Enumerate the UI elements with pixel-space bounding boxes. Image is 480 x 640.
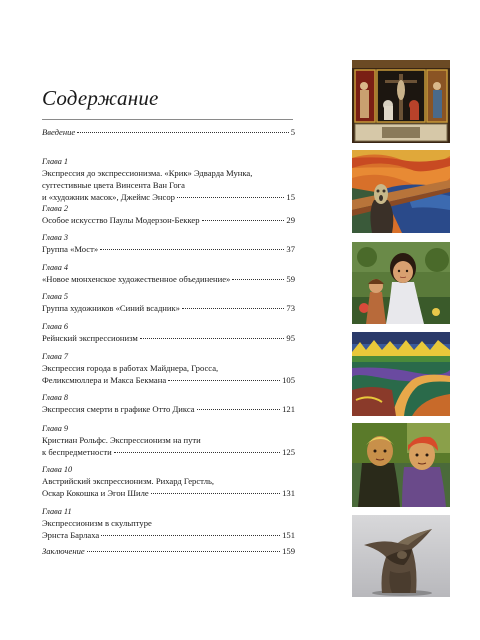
thumbnail-altarpiece: [352, 60, 450, 143]
chapter-label: Глава 7: [42, 352, 69, 361]
chapter-page: 131: [282, 488, 295, 499]
chapter-label: Глава 1: [42, 157, 69, 166]
chapter-title-line: Экспрессионизм в скульптуре: [42, 518, 152, 528]
chapter-title-line: Эрнста Барлаха: [42, 530, 100, 541]
chapter-title-line: Экспрессия до экспрессионизма. «Крик» Эдварда Мунка,: [42, 168, 253, 178]
chapter-title-line: Экспрессия смерти в графике Отто Дикса: [42, 404, 195, 414]
toc-intro-page: 5: [290, 127, 295, 137]
chapter-label: Глава 8: [42, 393, 69, 402]
toc-entry-chapter-10[interactable]: [42, 464, 295, 499]
toc-entry-intro[interactable]: [42, 126, 295, 138]
toc-entry-chapter-6[interactable]: [42, 321, 295, 344]
chapter-title-line: Оскар Кокошка и Эгон Шиле: [42, 488, 149, 499]
leader-dots: [168, 374, 280, 381]
chapter-title-line: Особое искусство Паулы Модерзон-Беккер: [42, 215, 200, 225]
chapter-title-line: суггестивные цвета Винсента Ван Гога: [42, 180, 185, 191]
chapter-label: Глава 11: [42, 507, 72, 516]
chapter-label: Глава 5: [42, 292, 69, 301]
chapter-title-line: Экспрессия города в работах Майднера, Гросса,: [42, 363, 219, 373]
chapter-title-line: Австрийский экспрессионизм. Рихард Герстль,: [42, 476, 215, 486]
chapter-title-line: «Новое мюнхенское художественное объединение»: [42, 274, 231, 284]
chapter-page: 15: [286, 192, 295, 203]
toc-entry-chapter-3[interactable]: [42, 232, 295, 255]
toc-conclusion-title: Заключение: [42, 546, 85, 556]
chapter-page: 95: [286, 333, 295, 343]
chapter-title-line: Кристиан Рольфс. Экспрессионизм на пути: [42, 435, 201, 445]
thumbnail-landscape: [352, 332, 450, 416]
leader-dots: [232, 273, 284, 280]
toc-conclusion-page: 159: [282, 546, 295, 556]
chapter-title-line: к беспредметности: [42, 447, 112, 458]
chapter-label: Глава 3: [42, 233, 69, 242]
toc-entry-chapter-7[interactable]: [42, 351, 295, 386]
chapter-page: 121: [282, 404, 295, 414]
leader-dots: [202, 214, 285, 221]
chapter-label: Глава 6: [42, 322, 69, 331]
leader-dots: [197, 403, 281, 410]
chapter-page: 105: [282, 375, 295, 386]
leader-dots: [151, 487, 280, 494]
chapter-label: Глава 4: [42, 263, 69, 272]
leader-dots: [140, 332, 285, 339]
chapter-title-line: Группа художников «Синий всадник»: [42, 303, 180, 313]
chapter-page: 151: [282, 530, 295, 541]
thumbnail-sculpture: [352, 515, 450, 597]
chapter-page: 125: [282, 447, 295, 458]
leader-dots: [177, 191, 284, 198]
chapter-title-line: и «художник масок», Джеймс Энсор: [42, 192, 175, 203]
chapter-label: Глава 2: [42, 204, 69, 213]
toc-entry-chapter-5[interactable]: [42, 291, 295, 314]
leader-dots: [100, 243, 284, 250]
title-divider: [42, 119, 293, 120]
chapter-label: Глава 10: [42, 465, 73, 474]
leader-dots: [101, 529, 280, 536]
leader-dots: [87, 545, 280, 552]
leader-dots: [114, 446, 280, 453]
chapter-page: 37: [286, 244, 295, 254]
thumbnail-children-portrait: [352, 242, 450, 324]
chapter-page: 73: [286, 303, 295, 313]
chapter-title-line: Группа «Мост»: [42, 244, 99, 254]
leader-dots: [77, 126, 288, 133]
chapter-page: 59: [286, 274, 295, 284]
toc-entry-chapter-8[interactable]: [42, 392, 295, 415]
toc-intro-title: Введение: [42, 127, 76, 137]
thumbnail-two-figures: [352, 423, 450, 507]
leader-dots: [182, 302, 284, 309]
chapter-page: 29: [286, 215, 295, 225]
toc-entry-chapter-4[interactable]: [42, 262, 295, 285]
toc-entry-conclusion[interactable]: [42, 545, 295, 557]
chapter-label: Глава 9: [42, 424, 69, 433]
toc-entry-chapter-1[interactable]: [42, 156, 295, 204]
thumbnail-the-scream: [352, 150, 450, 233]
toc-entry-chapter-2[interactable]: [42, 203, 295, 226]
chapter-title-line: Рейнский экспрессионизм: [42, 333, 138, 343]
chapter-title-line: Феликсмюллера и Макса Бекмана: [42, 375, 167, 386]
toc-entry-chapter-9[interactable]: [42, 423, 295, 458]
page-title: Содержание: [42, 86, 159, 110]
toc-entry-chapter-11[interactable]: [42, 506, 295, 541]
